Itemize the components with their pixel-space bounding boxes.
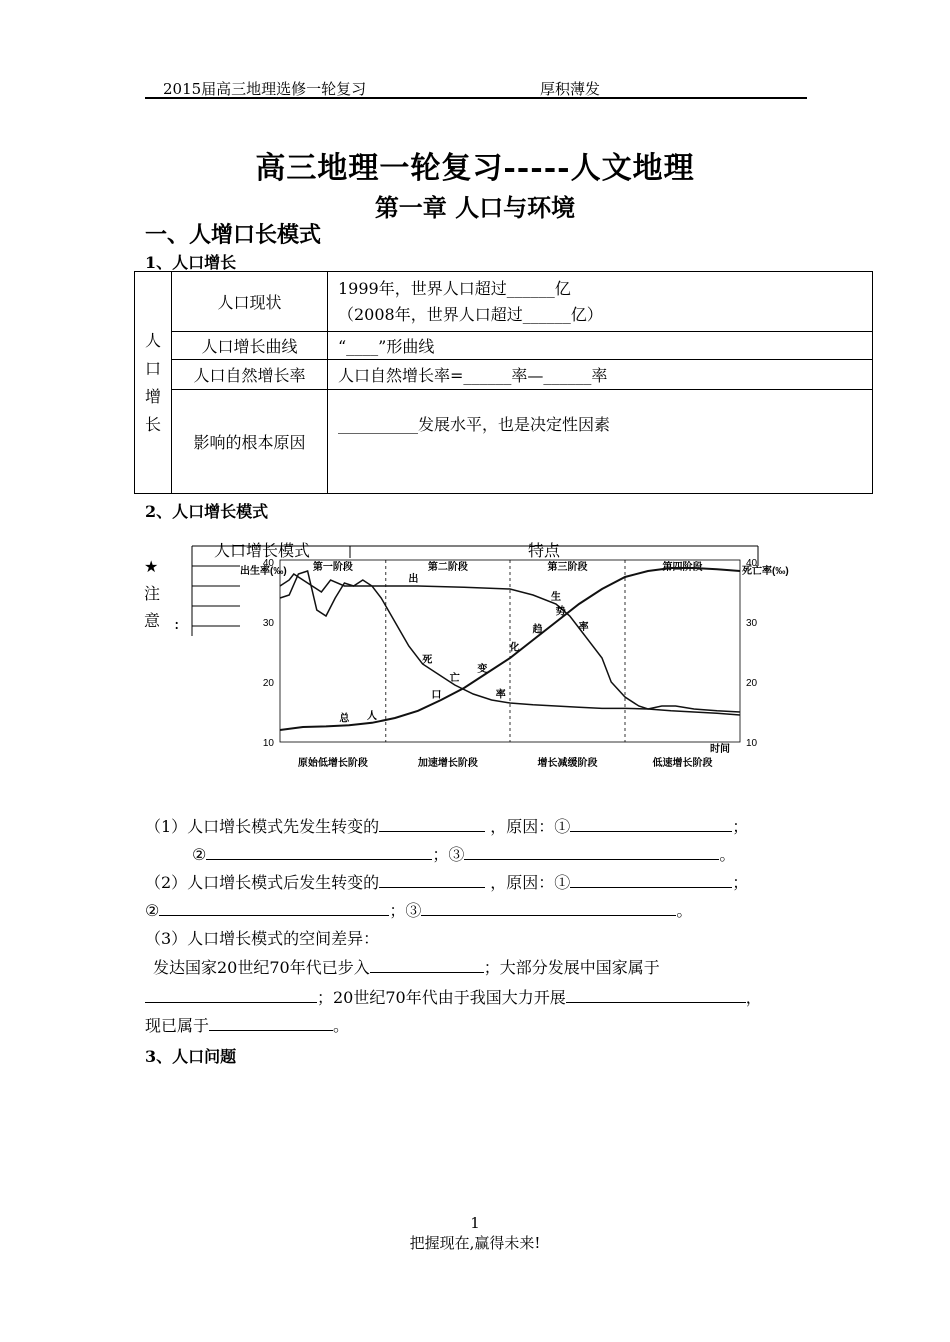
right-tick-label: 10 <box>746 738 758 749</box>
q3-text: 发达国家20世纪70年代已步入 <box>153 958 370 977</box>
row-label: 人口增长曲线 <box>172 332 328 360</box>
death-label: 死 <box>422 655 433 666</box>
right-tick-label: 30 <box>746 618 758 629</box>
answer-blank[interactable] <box>145 986 317 1003</box>
q1-text: ，原因：① <box>490 817 571 836</box>
q3-text: ；20世纪70年代由于我国大力开展 <box>317 988 566 1007</box>
q3-text: ；大部分发展中国家属于 <box>483 958 660 977</box>
q3-text: 。 <box>333 1016 350 1035</box>
left-tick-label: 20 <box>262 678 274 689</box>
stage-label: 第四阶段 <box>662 562 703 573</box>
left-tick-label: 10 <box>262 738 274 749</box>
side-label-char: 增 <box>144 386 161 406</box>
header-right: 厚积薄发 <box>540 80 601 98</box>
question-2-line-2 <box>145 898 692 921</box>
subsection-heading-2: 2、人口增长模式 <box>145 502 269 521</box>
footer-slogan: 把握现在,赢得未来! <box>409 1234 541 1252</box>
q2-text: ，原因：① <box>490 873 571 892</box>
q2-text: 。 <box>676 901 693 920</box>
q1-text: 。 <box>719 845 736 864</box>
answer-blank[interactable] <box>379 815 485 832</box>
answer-blank[interactable] <box>206 843 432 860</box>
row-label: 影响的根本原因 <box>172 390 328 494</box>
row-value-line: （2008年，世界人口超过______亿） <box>338 304 603 324</box>
side-label-char: 口 <box>144 358 161 378</box>
answer-blank[interactable] <box>209 1014 333 1031</box>
header-divider <box>145 97 807 99</box>
stage-name: 加速增长阶段 <box>417 758 478 769</box>
q2-text: ② <box>145 901 160 920</box>
chapter-title: 第一章 人口与环境 <box>374 193 576 222</box>
total-label: 趋 <box>532 624 543 636</box>
stage-name: 低速增长阶段 <box>652 758 713 769</box>
death-label: 率 <box>495 689 506 701</box>
population-growth-table <box>134 271 873 494</box>
stage-label: 第三阶段 <box>547 562 588 573</box>
row-value: __________发展水平，也是决定性因素 <box>328 390 873 494</box>
page-number: 1 <box>470 1214 480 1232</box>
birth-label: 出 <box>408 574 419 585</box>
chart-svg <box>240 548 789 778</box>
subsection-heading-3: 3、人口问题 <box>145 1047 237 1066</box>
q2-text: （2）人口增长模式后发生转变的 <box>145 873 380 892</box>
question-1-line-1 <box>145 814 748 837</box>
section-heading: 一、人增口长模式 <box>145 222 322 248</box>
sketch-header-right: 特点 <box>528 541 561 560</box>
total-label: 总 <box>339 713 350 725</box>
stage-name: 原始低增长阶段 <box>297 758 368 769</box>
right-axis-label: 死亡率(‰) <box>742 566 789 577</box>
left-tick-label: 40 <box>262 558 274 569</box>
side-label-char: 人 <box>144 330 161 350</box>
answer-blank[interactable] <box>421 899 676 916</box>
stage-label: 第二阶段 <box>427 562 468 573</box>
star-icon: ★ <box>144 557 159 576</box>
side-label <box>135 272 172 494</box>
total-label: 口 <box>431 690 442 702</box>
q1-text: ；③ <box>432 845 465 864</box>
q3-text: 现已属于 <box>145 1016 210 1035</box>
row-label: 人口现状 <box>172 272 328 332</box>
total-label: 变 <box>477 664 488 675</box>
subsection-heading-1: 1、人口增长 <box>145 253 237 272</box>
birth-label: 生 <box>551 592 561 603</box>
total-label: 势 <box>555 606 566 618</box>
row-label: 人口自然增长率 <box>172 360 328 390</box>
note-marker <box>144 553 160 634</box>
q3-text: ， <box>745 988 762 1007</box>
left-axis-label: 出生率(‰) <box>240 566 287 577</box>
stage-label: 第一阶段 <box>312 562 353 573</box>
header-left: 2015届高三地理选修一轮复习 <box>163 80 367 98</box>
question-3-line-3 <box>145 1013 349 1036</box>
left-tick-label: 30 <box>262 618 274 629</box>
right-tick-label: 40 <box>746 558 758 569</box>
question-3-heading: （3）人口增长模式的空间差异： <box>145 929 380 948</box>
row-value: 人口自然增长率=______率—______率 <box>328 360 873 390</box>
page-title: 高三地理一轮复习-----人文地理 <box>255 151 695 186</box>
row-value <box>328 272 873 332</box>
answer-blank[interactable] <box>464 843 719 860</box>
question-3-line-2 <box>145 985 762 1008</box>
q1-text: （1）人口增长模式先发生转变的 <box>145 817 380 836</box>
q1-text: ② <box>192 845 207 864</box>
total-label: 人 <box>367 710 377 722</box>
question-1-line-2 <box>192 842 735 865</box>
birth-label: 率 <box>578 622 589 633</box>
answer-blank[interactable] <box>379 871 485 888</box>
q2-text: ； <box>732 873 749 892</box>
answer-blank[interactable] <box>159 899 389 916</box>
note-char: 注 <box>144 584 161 603</box>
q1-text: ； <box>732 817 749 836</box>
q2-text: ；③ <box>389 901 422 920</box>
note-char: 意 <box>144 611 161 630</box>
answer-blank[interactable] <box>570 815 732 832</box>
answer-blank[interactable] <box>566 986 746 1003</box>
answer-blank[interactable] <box>370 956 484 973</box>
x-axis-label: 时间 <box>710 744 730 755</box>
stage-name: 增长减缓阶段 <box>537 758 598 769</box>
sketch-header-left: 人口增长模式 <box>214 541 311 560</box>
row-value-line: 1999年，世界人口超过______亿 <box>338 278 571 298</box>
side-label-char: 长 <box>144 414 161 434</box>
demographic-transition-chart <box>240 548 789 778</box>
note-colon: : <box>174 614 180 633</box>
right-tick-label: 20 <box>746 678 758 689</box>
death-label: 亡 <box>449 673 460 684</box>
answer-blank[interactable] <box>570 871 732 888</box>
row-value: “____”形曲线 <box>328 332 873 360</box>
question-2-line-1 <box>145 870 748 893</box>
total-label: 化 <box>509 642 520 654</box>
question-3-line-1 <box>153 955 660 978</box>
